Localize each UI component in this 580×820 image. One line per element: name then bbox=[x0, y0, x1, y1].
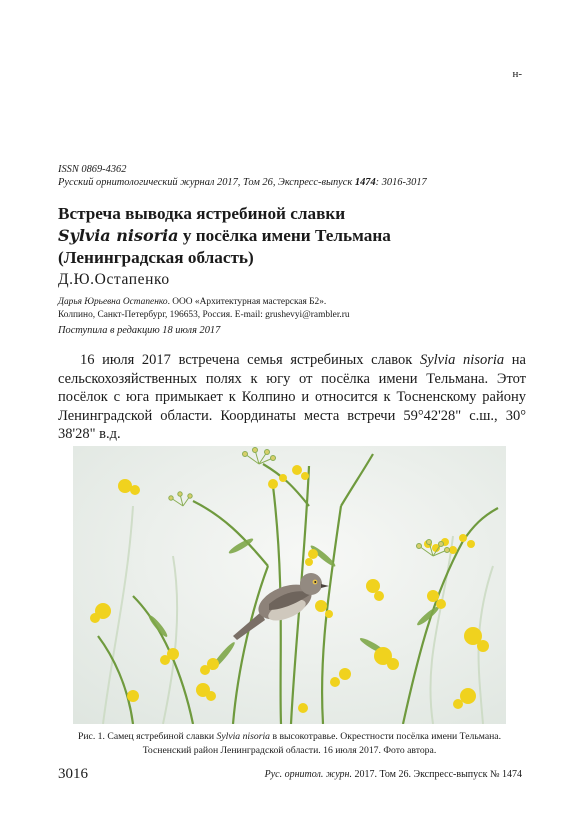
body-part-1: 16 июля 2017 встречена семья ястребиных славок bbox=[80, 352, 420, 368]
title-line-1: Встреча выводка ястребиной славки bbox=[58, 204, 346, 223]
title-line-2-rest: у посёлка имени Тельмана bbox=[178, 226, 391, 245]
affiliation-line-1 bbox=[58, 296, 528, 309]
body-paragraph bbox=[58, 351, 526, 444]
figure-photo bbox=[73, 446, 506, 724]
journal-header bbox=[58, 163, 528, 189]
article-title bbox=[58, 203, 528, 269]
issn-line: ISSN 0869-4362 bbox=[58, 164, 127, 175]
caption-part-1: Рис. 1. Самец ястребиной славки bbox=[77, 731, 217, 742]
author-name: Д.Ю.Остапенко bbox=[58, 271, 170, 288]
author-affiliation bbox=[58, 296, 528, 322]
bird-head bbox=[300, 573, 322, 595]
body-part-2: на сельскохозяйственных полях к югу от посёлка имени Тельмана. Этот посёлок с юга примыкает к Колпино и относится к Тосненскому району Ленинградской области. Координаты места встречи 59°42'28" с.ш., 30° 38'28" в.д. bbox=[58, 352, 526, 442]
journal-prefix: Русский орнитологический журнал 2017, Том 26, Экспресс-выпуск bbox=[58, 177, 355, 188]
page-number: 3016 bbox=[58, 766, 88, 782]
journal-citation bbox=[58, 176, 528, 189]
corner-mark: н- bbox=[512, 68, 522, 80]
journal-abbrev: Рус. орнитол. журн. bbox=[264, 769, 352, 780]
affiliation-line-2: Колпино, Санкт-Петербург, 196653, Россия. E-mail: grushevyi@rambler.ru bbox=[58, 310, 350, 320]
volume-info: 2017. Том 26. Экспресс-выпуск № 1474 bbox=[351, 769, 522, 780]
title-line-3: (Ленинградская область) bbox=[58, 248, 254, 267]
affiliation-org: . ООО «Архитектурная мастерская Б2». bbox=[167, 297, 327, 307]
caption-part-2: в высокотравье. Окрестности посёлка имени Тельмана. Тосненский район Ленинградской области. 16 июля 2017. Фото автора. bbox=[142, 731, 502, 756]
figure-caption bbox=[73, 730, 506, 757]
body-species: Sylvia nisoria bbox=[419, 352, 505, 368]
received-date: Поступила в редакцию 18 июля 2017 bbox=[58, 325, 221, 336]
issue-number: 1474 bbox=[354, 177, 376, 188]
page-range: : 3016-3017 bbox=[375, 177, 427, 188]
caption-species: Sylvia nisoria bbox=[216, 731, 271, 742]
title-species: Sylvia nisoria bbox=[58, 226, 179, 245]
running-footer bbox=[265, 769, 522, 780]
author-full-name: Дарья Юрьевна Остапенко bbox=[58, 297, 168, 307]
title-line-2 bbox=[58, 225, 528, 247]
